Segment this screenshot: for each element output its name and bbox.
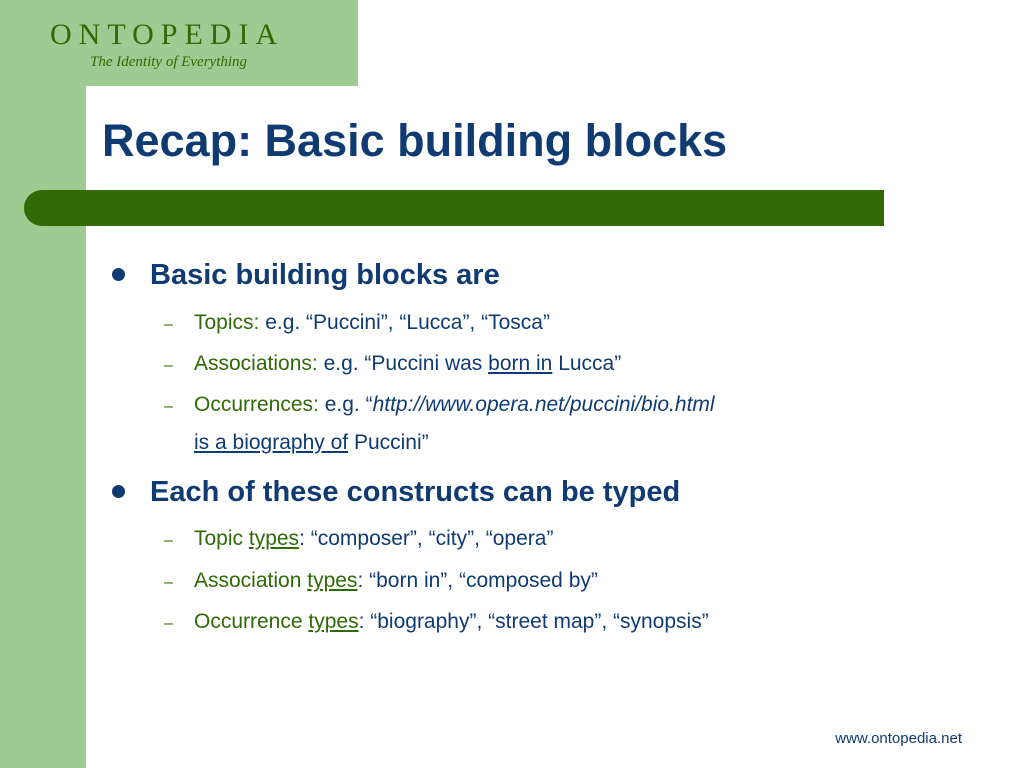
bullet-2 bbox=[112, 475, 680, 509]
sub-item-occurrences-continuation bbox=[194, 429, 429, 457]
logo-tagline: The Identity of Everything bbox=[90, 54, 248, 70]
bullet-2-text: Each of these constructs can be typed bbox=[150, 476, 681, 508]
dash-icon: – bbox=[164, 398, 173, 415]
sub-label: Associations: bbox=[194, 352, 318, 375]
sub-item-occurrences bbox=[164, 391, 715, 421]
sub-text: e.g. “Puccini”, “Lucca”, “Tosca” bbox=[259, 311, 550, 334]
sub-text: : “biography”, “street map”, “synopsis” bbox=[358, 610, 709, 633]
underlined-term: types bbox=[307, 569, 358, 592]
bullet-dot-icon bbox=[112, 268, 125, 281]
dash-icon: – bbox=[164, 615, 173, 632]
occurrence-url: http://www.opera.net/puccini/bio.html bbox=[372, 393, 715, 416]
left-decorative-band bbox=[0, 0, 86, 768]
bullet-dot-icon bbox=[112, 485, 125, 498]
underlined-term: types bbox=[308, 610, 359, 633]
bullet-1 bbox=[112, 258, 500, 292]
sub-item-topics bbox=[164, 309, 550, 339]
sub-label: Occurrences: bbox=[194, 393, 319, 416]
sub-label: Topic bbox=[194, 527, 249, 550]
logo: ONTOPEDIA bbox=[50, 18, 285, 51]
dash-icon: – bbox=[164, 316, 173, 333]
title-underline-bar bbox=[24, 190, 884, 226]
sub-text: e.g. “ bbox=[318, 393, 373, 416]
underlined-term: born in bbox=[488, 352, 553, 375]
footer-url: www.ontopedia.net bbox=[835, 730, 962, 747]
sub-item-association-types bbox=[164, 567, 598, 597]
dash-icon: – bbox=[164, 357, 173, 374]
slide-title: Recap: Basic building blocks bbox=[102, 115, 728, 166]
sub-text: Lucca” bbox=[552, 352, 622, 375]
sub-text: e.g. “Puccini was bbox=[317, 352, 489, 375]
dash-icon: – bbox=[164, 574, 173, 591]
sub-text: Puccini” bbox=[348, 431, 429, 454]
dash-icon: – bbox=[164, 532, 173, 549]
sub-text: : “born in”, “composed by” bbox=[357, 569, 598, 592]
sub-text: : “composer”, “city”, “opera” bbox=[299, 527, 554, 550]
underlined-term: is a biography of bbox=[194, 431, 349, 454]
sub-item-topic-types bbox=[164, 525, 553, 555]
bullet-1-text: Basic building blocks are bbox=[150, 259, 500, 291]
sub-item-occurrence-types bbox=[164, 608, 709, 638]
sub-label: Occurrence bbox=[194, 610, 309, 633]
sub-item-associations bbox=[164, 350, 621, 380]
sub-label: Association bbox=[194, 569, 308, 592]
sub-label: Topics: bbox=[194, 311, 260, 334]
underlined-term: types bbox=[248, 527, 300, 550]
